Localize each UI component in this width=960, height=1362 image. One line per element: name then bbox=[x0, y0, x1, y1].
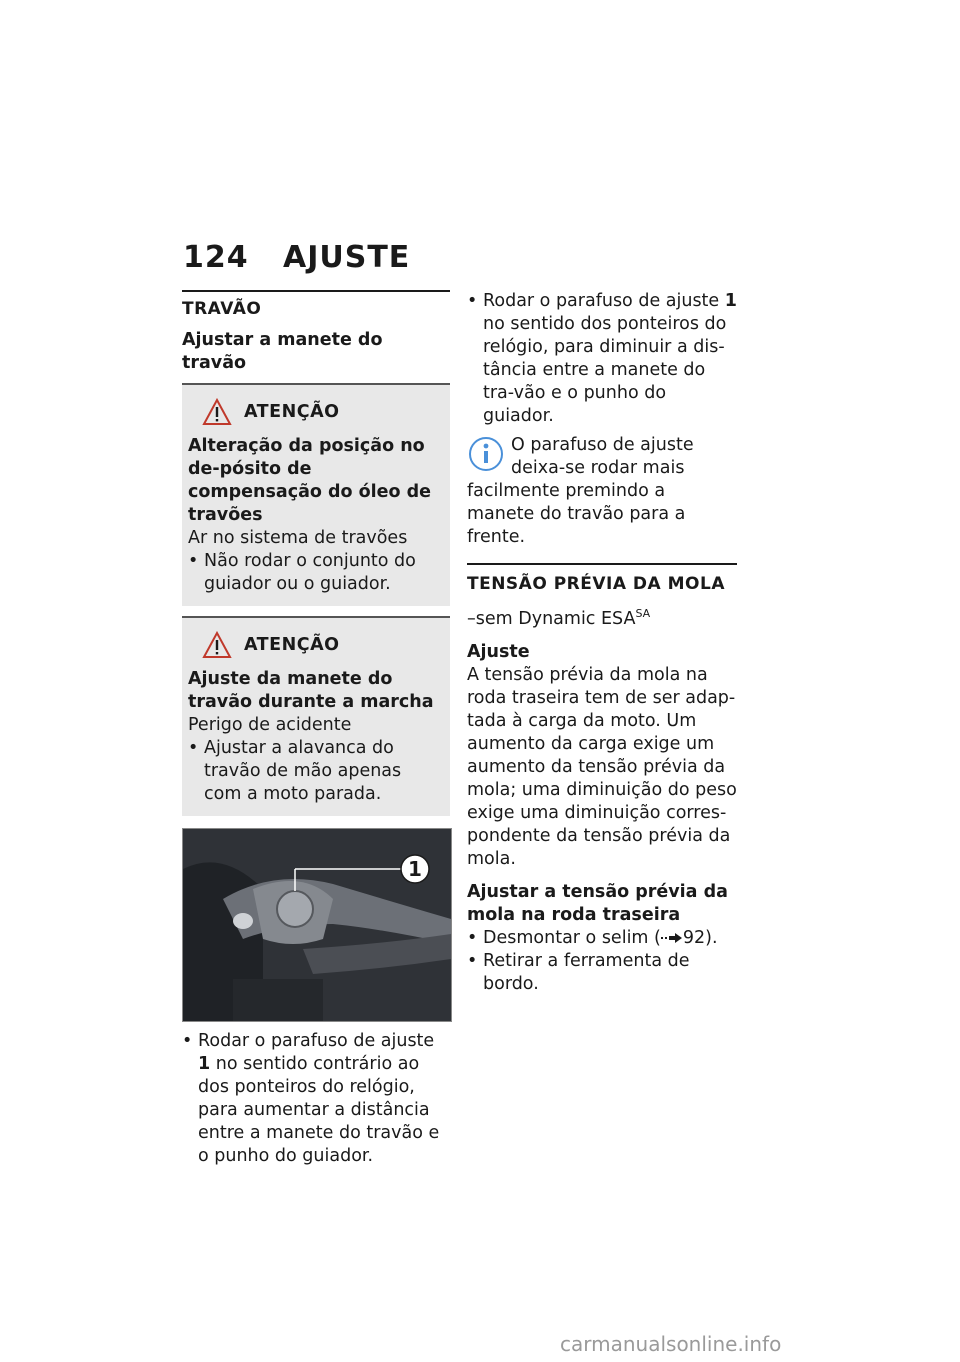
page-number: 124 bbox=[183, 240, 249, 275]
step-text bbox=[198, 1030, 450, 1168]
left-column bbox=[182, 290, 450, 1168]
bullet-mark: • bbox=[182, 1031, 193, 1051]
section-rule bbox=[182, 290, 450, 292]
page-title: AJUSTE bbox=[283, 240, 411, 275]
step-increase-distance bbox=[182, 1030, 450, 1168]
site-watermark: carmanualsonline.info bbox=[560, 1332, 782, 1356]
section-title-spring: TENSÃO PRÉVIA DA MOLA bbox=[467, 574, 725, 594]
warning-label: ATENÇÃO bbox=[244, 401, 340, 422]
warning-box-2 bbox=[182, 616, 450, 816]
warning-heading: Ajuste da manete do travão durante a marcha bbox=[188, 669, 434, 712]
info-note bbox=[467, 434, 737, 549]
procedure-title: Ajustar a tensão prévia da mola na roda traseira bbox=[467, 881, 728, 925]
figure-callout-1: 1 bbox=[408, 857, 422, 881]
warning-bullet bbox=[188, 737, 444, 806]
page-reference-arrow-icon bbox=[661, 932, 683, 944]
bullet-mark: • bbox=[188, 738, 199, 758]
warning-triangle-icon bbox=[202, 631, 232, 659]
brake-lever-illustration bbox=[183, 829, 451, 1021]
procedure-step-2 bbox=[467, 950, 737, 996]
info-line-2: deixa-se rodar mais bbox=[511, 458, 685, 478]
warning-header bbox=[202, 628, 444, 662]
info-text-rest: facilmente premindo a manete do travão para a frente. bbox=[467, 481, 686, 547]
procedure-step-1 bbox=[467, 927, 737, 950]
option-line bbox=[467, 602, 737, 631]
section-rule bbox=[467, 563, 737, 565]
procedure-step-ref: 92 bbox=[682, 927, 706, 948]
procedure-step-text bbox=[483, 927, 737, 950]
warning-heading: Alteração da posição no de-pósito de compensação do óleo de travões bbox=[188, 436, 432, 525]
step-ref: 1 bbox=[198, 1054, 211, 1074]
info-lines bbox=[511, 434, 694, 480]
bullet-mark: • bbox=[467, 927, 478, 948]
bullet-mark: • bbox=[188, 551, 199, 571]
step-decrease-distance bbox=[467, 290, 737, 428]
step-ref: 1 bbox=[724, 291, 737, 311]
section-title-brake: TRAVÃO bbox=[182, 299, 262, 319]
brake-lever-photo bbox=[182, 828, 452, 1022]
warning-bullet-text: Não rodar o conjunto do guiador ou o guiador. bbox=[204, 551, 416, 594]
warning-bullet-text: Ajustar a alavanca do travão de mão apenas com a moto parada. bbox=[204, 738, 402, 804]
procedure-step-text: Retirar a ferramenta de bordo. bbox=[483, 950, 690, 994]
right-column bbox=[467, 290, 737, 996]
bullet-mark: • bbox=[467, 950, 478, 971]
step-text-a: Rodar o parafuso de ajuste bbox=[198, 1031, 435, 1051]
option-text: –sem Dynamic ESA bbox=[467, 608, 636, 629]
warning-text: Perigo de acidente bbox=[188, 715, 352, 735]
warning-bullet bbox=[188, 550, 444, 596]
warning-text: Ar no sistema de travões bbox=[188, 528, 408, 548]
info-icon bbox=[467, 434, 505, 474]
bullet-mark: • bbox=[467, 291, 478, 311]
step-text-b: no sentido dos ponteiros do relógio, para diminuir a dis-tância entre a manete do tra-vão e o punho do guiador. bbox=[483, 314, 727, 426]
warning-box-1 bbox=[182, 383, 450, 606]
procedure-step-text-b: ). bbox=[705, 927, 718, 948]
step-text-a: Rodar o parafuso de ajuste bbox=[483, 291, 725, 311]
warning-header bbox=[202, 395, 444, 429]
step-text-b: no sentido contrário ao dos ponteiros do relógio, para aumentar a distância entre a manete do travão e o punho do guiador. bbox=[198, 1054, 440, 1166]
info-line-1: O parafuso de ajuste bbox=[511, 435, 694, 455]
step-text bbox=[483, 290, 737, 428]
option-superscript: SA bbox=[635, 607, 651, 620]
adjust-text: A tensão prévia da mola na roda traseira tem de ser adap-tada à carga da moto. Um aumento da carga exige um aumento da tensão prévia da mola; uma diminuição do peso exige uma diminuição corres-pondente da tensão prévia da mola. bbox=[467, 664, 737, 869]
adjust-title: Ajuste bbox=[467, 641, 530, 662]
warning-triangle-icon bbox=[202, 398, 232, 426]
procedure-step-text-a: Desmontar o selim ( bbox=[483, 927, 661, 948]
warning-label: ATENÇÃO bbox=[244, 634, 340, 655]
info-note-head bbox=[467, 434, 737, 480]
subsection-title: Ajustar a manete do travão bbox=[182, 330, 383, 373]
